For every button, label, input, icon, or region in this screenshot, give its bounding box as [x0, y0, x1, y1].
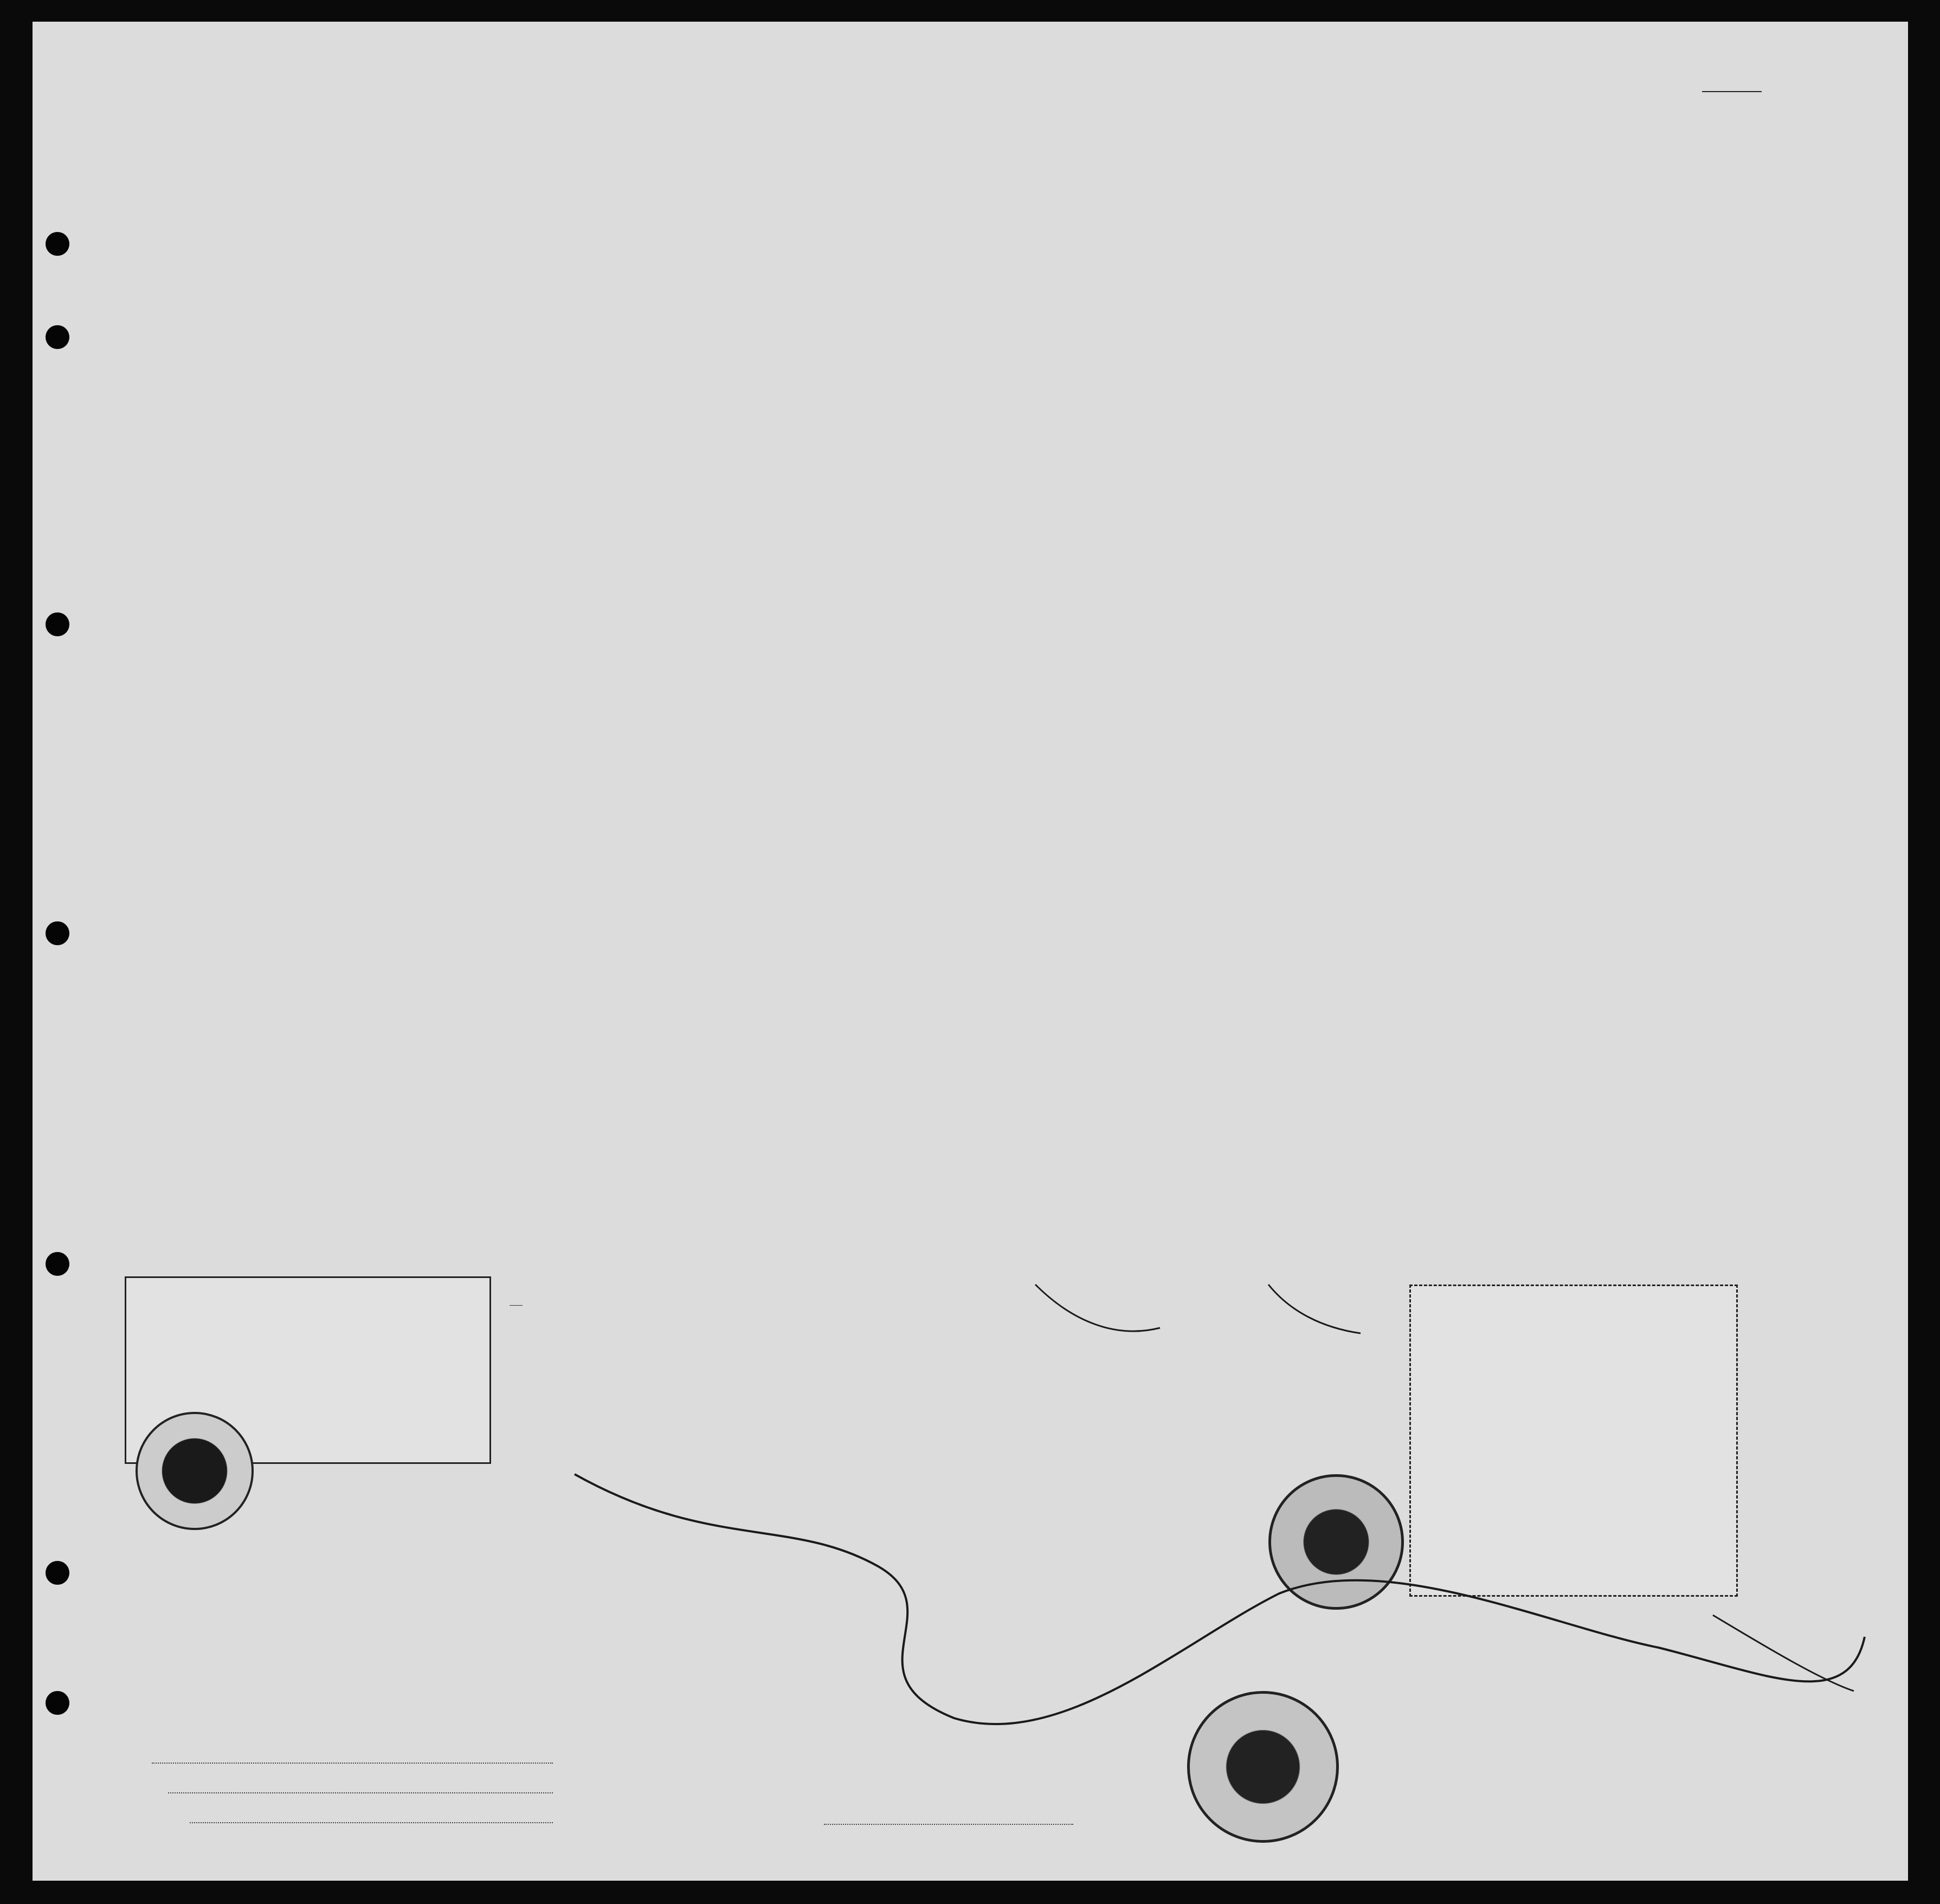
handwritten-cancel-scrawl: [33, 22, 1908, 1881]
manifest-page: [33, 22, 1908, 1881]
